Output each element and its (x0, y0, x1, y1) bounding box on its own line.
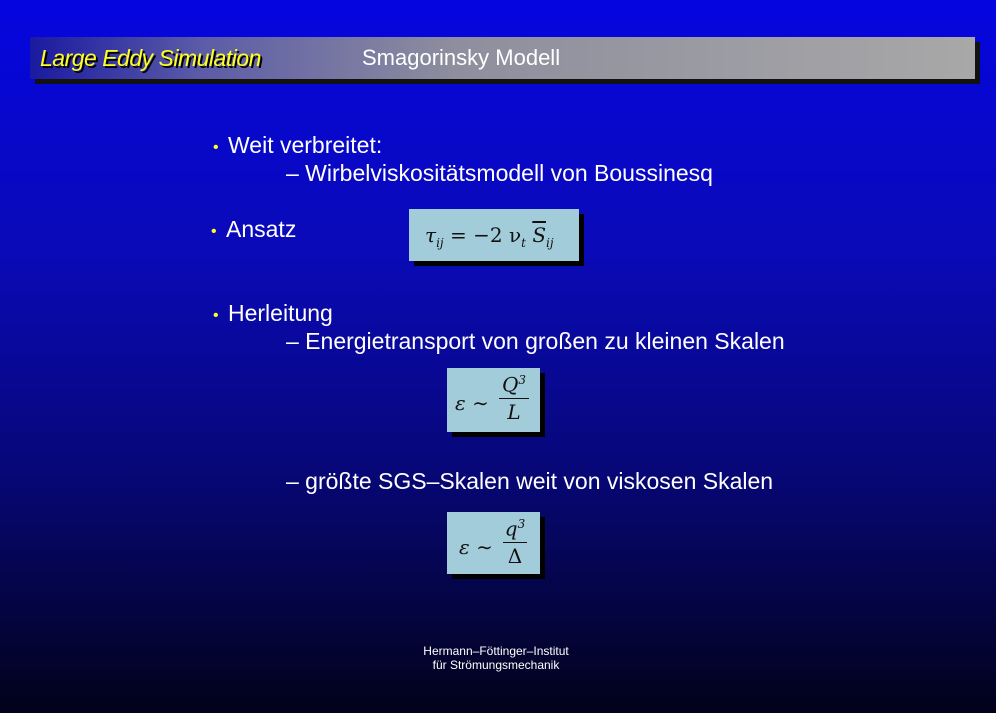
formula-fraction (503, 518, 527, 566)
header-bar (30, 37, 975, 79)
footer-institute (396, 645, 596, 673)
tau-symbol: τ (425, 223, 437, 247)
footer-line-2: für Strömungsmechanik (432, 657, 560, 672)
fraction-numerator: $Q^3$ (501, 372, 527, 397)
formula-rhs: = −2 ν (450, 223, 522, 247)
slide-title: Large Eddy Simulation (40, 45, 261, 71)
formula-fraction (499, 374, 529, 422)
bullet-ansatz: Ansatz (226, 216, 297, 242)
fraction-denominator: Δ (507, 543, 523, 568)
strain-rate-subscript: ij (546, 236, 554, 250)
nu-subscript: t (521, 236, 526, 250)
formula-epsilon-lhs: ε ∼ (455, 391, 489, 415)
slide-subtitle: Smagorinsky Modell (362, 45, 561, 70)
formula-ansatz-expression (425, 223, 554, 250)
sub-item-wirbelviskositaet: – Wirbelviskositätsmodell von Boussinesq (286, 160, 713, 186)
bullet-icon: • (211, 223, 217, 240)
tau-subscript: ij (436, 236, 444, 250)
strain-rate-symbol: $\overline{S}$ (532, 223, 547, 247)
formula-ansatz (409, 209, 579, 261)
bullet-herleitung: Herleitung (228, 300, 333, 326)
formula-sgs-flux (447, 512, 540, 574)
fraction-bar (503, 542, 527, 543)
bullet-icon: • (213, 139, 219, 156)
fraction-numerator: $q^3$ (504, 516, 526, 541)
sub-item-sgs-skalen: – größte SGS–Skalen weit von viskosen Skalen (286, 468, 774, 494)
fraction-denominator: L (507, 399, 521, 424)
formula-energy-flux (447, 368, 540, 432)
bullet-weit-verbreitet: Weit verbreitet: (228, 132, 383, 158)
bullet-icon: • (213, 307, 219, 324)
footer-line-1: Hermann–Föttinger–Institut (423, 644, 569, 658)
fraction-bar (499, 398, 529, 399)
sub-item-energietransport: – Energietransport von großen zu kleinen Skalen (286, 328, 785, 354)
formula-epsilon-lhs: ε ∼ (459, 535, 493, 559)
